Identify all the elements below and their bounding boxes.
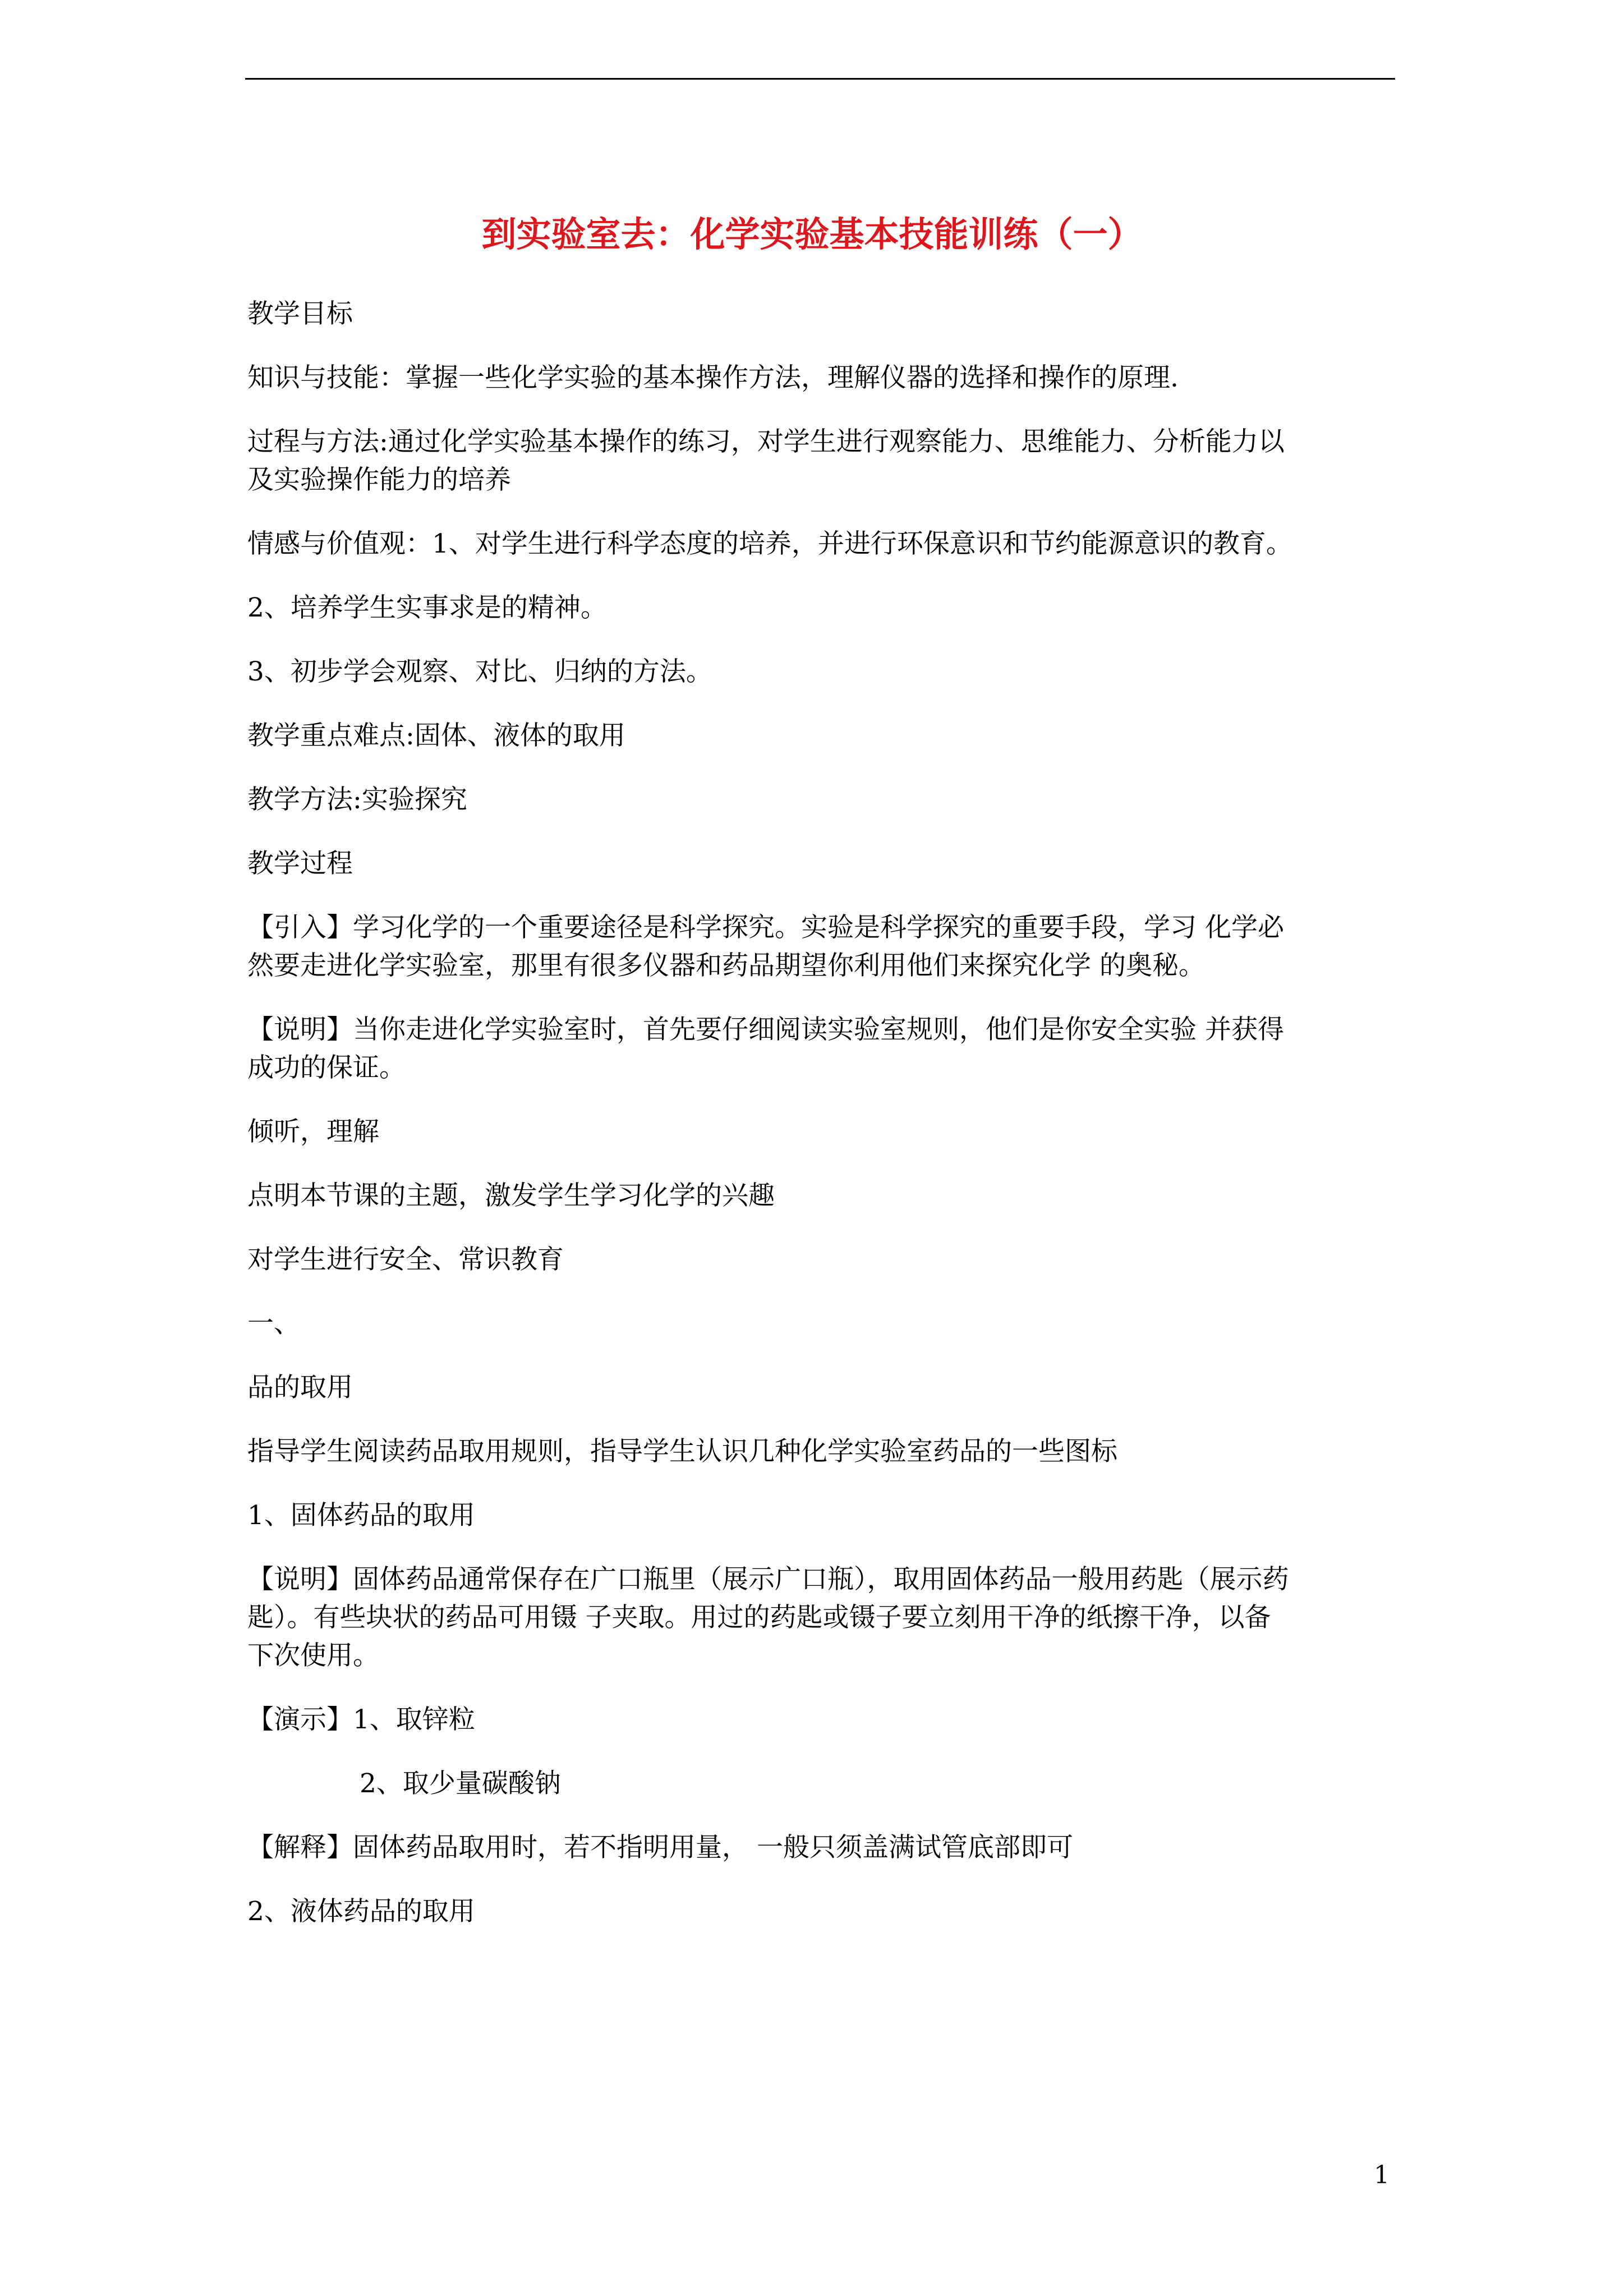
- paragraph: 【解释】固体药品取用时，若不指明用量， 一般只须盖满试管底部即可: [247, 1832, 1073, 1863]
- paragraph: 品的取用: [247, 1372, 353, 1403]
- paragraph: 教学方法:实验探究: [247, 784, 467, 815]
- paragraph: 2、培养学生实事求是的精神。: [247, 592, 607, 623]
- paragraph: 知识与技能：掌握一些化学实验的基本操作方法，理解仪器的选择和操作的原理.: [247, 362, 1179, 393]
- paragraph: 点明本节课的主题，激发学生学习化学的兴趣: [247, 1180, 775, 1211]
- paragraph: 【引入】学习化学的一个重要途径是科学探究。实验是科学探究的重要手段，学习 化学必: [247, 912, 1284, 943]
- document-title: 到实验室去：化学实验基本技能训练（一）: [481, 214, 1143, 255]
- paragraph: 对学生进行安全、常识教育: [247, 1244, 564, 1275]
- paragraph: 教学过程: [247, 848, 353, 879]
- paragraph-continuation: 匙）。有些块状的药品可用镊 子夹取。用过的药匙或镊子要立刻用干净的纸擦干净，以备: [247, 1602, 1271, 1633]
- paragraph-continuation: 成功的保证。: [247, 1052, 406, 1083]
- paragraph: 2、液体药品的取用: [247, 1896, 475, 1927]
- paragraph-continuation: 然要走进化学实验室，那里有很多仪器和药品期望你利用他们来探究化学 的奥秘。: [247, 950, 1205, 981]
- paragraph: 情感与价值观：1、对学生进行科学态度的培养，并进行环保意识和节约能源意识的教育。: [247, 528, 1292, 559]
- header-rule: [245, 78, 1395, 80]
- paragraph-indented: 2、取少量碳酸钠: [360, 1768, 561, 1799]
- paragraph: 教学目标: [247, 298, 353, 329]
- paragraph-continuation: 下次使用。: [247, 1640, 379, 1671]
- paragraph: 【说明】固体药品通常保存在广口瓶里（展示广口瓶），取用固体药品一般用药匙（展示药: [247, 1564, 1289, 1595]
- paragraph: 1、固体药品的取用: [247, 1500, 475, 1531]
- document-body: [247, 295, 1397, 1957]
- paragraph: 3、初步学会观察、对比、归纳的方法。: [247, 656, 712, 687]
- paragraph: 指导学生阅读药品取用规则，指导学生认识几种化学实验室药品的一些图标: [247, 1436, 1117, 1467]
- paragraph: 过程与方法:通过化学实验基本操作的练习，对学生进行观察能力、思维能力、分析能力以: [247, 426, 1285, 457]
- paragraph: 【演示】1、取锌粒: [247, 1704, 475, 1735]
- paragraph: 【说明】当你走进化学实验室时，首先要仔细阅读实验室规则，他们是你安全实验 并获得: [247, 1014, 1284, 1045]
- paragraph: 教学重点难点:固体、液体的取用: [247, 720, 625, 751]
- page-number: 1: [1374, 2161, 1390, 2189]
- paragraph-continuation: 及实验操作能力的培养: [247, 464, 511, 495]
- paragraph: 倾听，理解: [247, 1116, 379, 1147]
- paragraph: 一、: [247, 1308, 300, 1339]
